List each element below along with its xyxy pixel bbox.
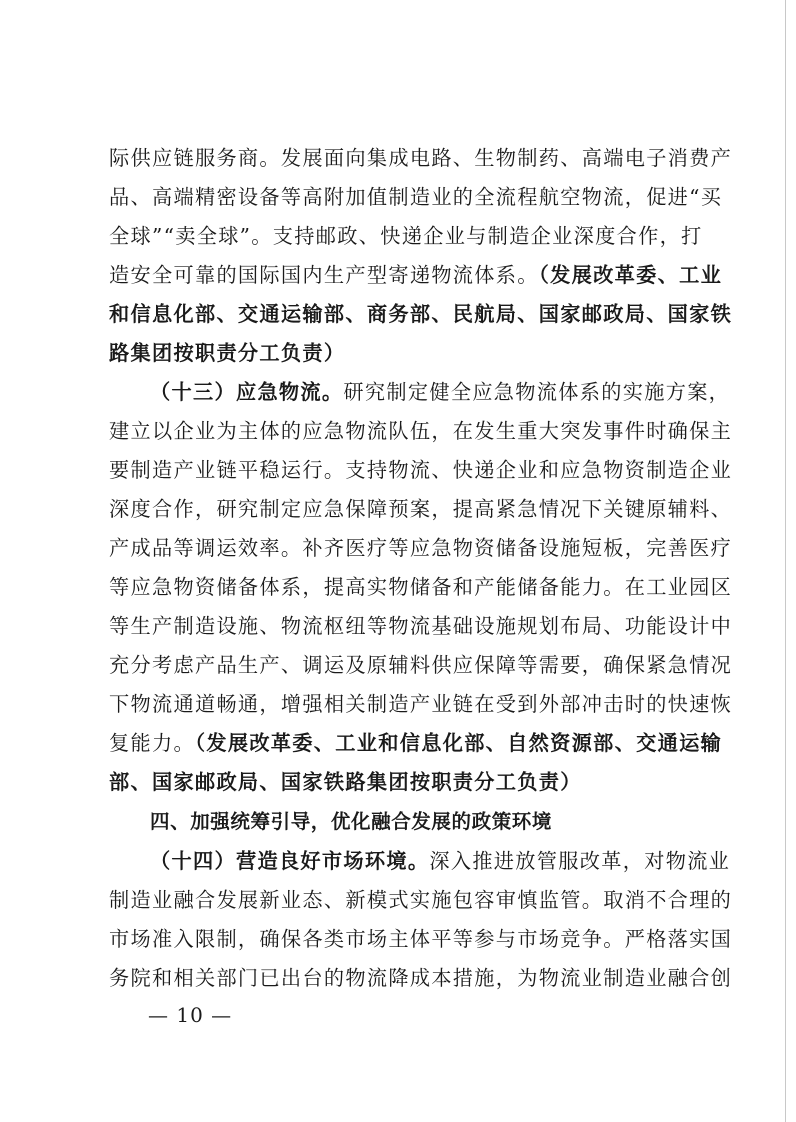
text-segment: 深入推进放管服改革，对物流业 [429, 849, 731, 873]
responsibility-note: 和信息化部、交通运输部、商务部、民航局、国家邮政局、国家铁 [109, 302, 733, 326]
text-segment: 际供应链服务商。发展面向集成电路、生物制药、高端电子消费产 [109, 146, 733, 170]
responsibility-note: （发展改革委、工业 [538, 263, 723, 287]
text-segment: 全球”“卖全球”。支持邮政、快递企业与制造企业深度合作，打 [109, 224, 703, 248]
text-line [150, 846, 731, 876]
text-line [109, 221, 703, 251]
text-line [109, 455, 733, 485]
text-line [109, 494, 733, 524]
text-segment: 研究制定健全应急物流体系的实施方案， [343, 380, 731, 404]
text-line [109, 338, 345, 368]
text-segment: 建立以企业为主体的应急物流队伍，在发生重大突发事件时确保主 [109, 419, 733, 443]
text-segment: 要制造产业链平稳运行。支持物流、快递企业和应急物资制造企业 [109, 458, 733, 482]
text-segment: 下物流通道畅通，增强相关制造产业链在受到外部冲击时的快速恢 [109, 692, 733, 716]
text-segment: 复能力。 [109, 731, 195, 755]
text-segment: 等应急物资储备体系，提高实物储备和产能储备能力。在工业园区 [109, 575, 733, 599]
section-heading-text: 四、加强统筹引导，优化融合发展的政策环境 [150, 810, 553, 833]
text-line [109, 416, 733, 446]
text-line [109, 767, 582, 797]
responsibility-note: （发展改革委、工业和信息化部、自然资源部、交通运输 [194, 731, 723, 755]
text-segment: 充分考虑产品生产、调运及原辅料供应保障等需要，确保紧急情况 [109, 653, 733, 677]
page-number: — 10 — [148, 1003, 233, 1027]
text-line [109, 182, 723, 212]
section-subtitle: （十三）应急物流。 [150, 380, 344, 404]
text-segment: 造安全可靠的国际国内生产型寄递物流体系。 [109, 263, 539, 287]
text-line [109, 885, 733, 915]
section-heading [150, 807, 552, 837]
text-line [109, 572, 733, 602]
text-line [109, 689, 733, 719]
text-segment: 品、高端精密设备等高附加值制造业的全流程航空物流，促进“买 [109, 185, 723, 209]
text-line [109, 260, 723, 290]
text-line [109, 611, 733, 641]
text-segment: 市场准入限制，确保各类市场主体平等参与市场竞争。严格落实国 [109, 927, 733, 951]
text-line [109, 728, 723, 758]
text-line [109, 924, 733, 954]
text-segment: 等生产制造设施、物流枢纽等物流基础设施规划布局、功能设计中 [109, 614, 733, 638]
section-subtitle: （十四）营造良好市场环境。 [150, 849, 430, 873]
text-line [109, 299, 733, 329]
text-segment: 产成品等调运效率。补齐医疗等应急物资储备设施短板，完善医疗 [109, 536, 733, 560]
text-segment: 务院和相关部门已出台的物流降成本措施，为物流业制造业融合创 [109, 966, 733, 990]
text-line [150, 377, 731, 407]
text-line [109, 533, 733, 563]
page-edge-line [785, 0, 786, 1122]
text-segment: 制造业融合发展新业态、新模式实施包容审慎监管。取消不合理的 [109, 888, 733, 912]
text-line [109, 650, 733, 680]
text-segment: 深度合作，研究制定应急保障预案，提高紧急情况下关键原辅料、 [109, 497, 733, 521]
text-line [109, 143, 733, 173]
responsibility-note: 部、国家邮政局、国家铁路集团按职责分工负责） [109, 770, 582, 794]
text-line [109, 963, 733, 993]
responsibility-note: 路集团按职责分工负责） [109, 341, 346, 365]
